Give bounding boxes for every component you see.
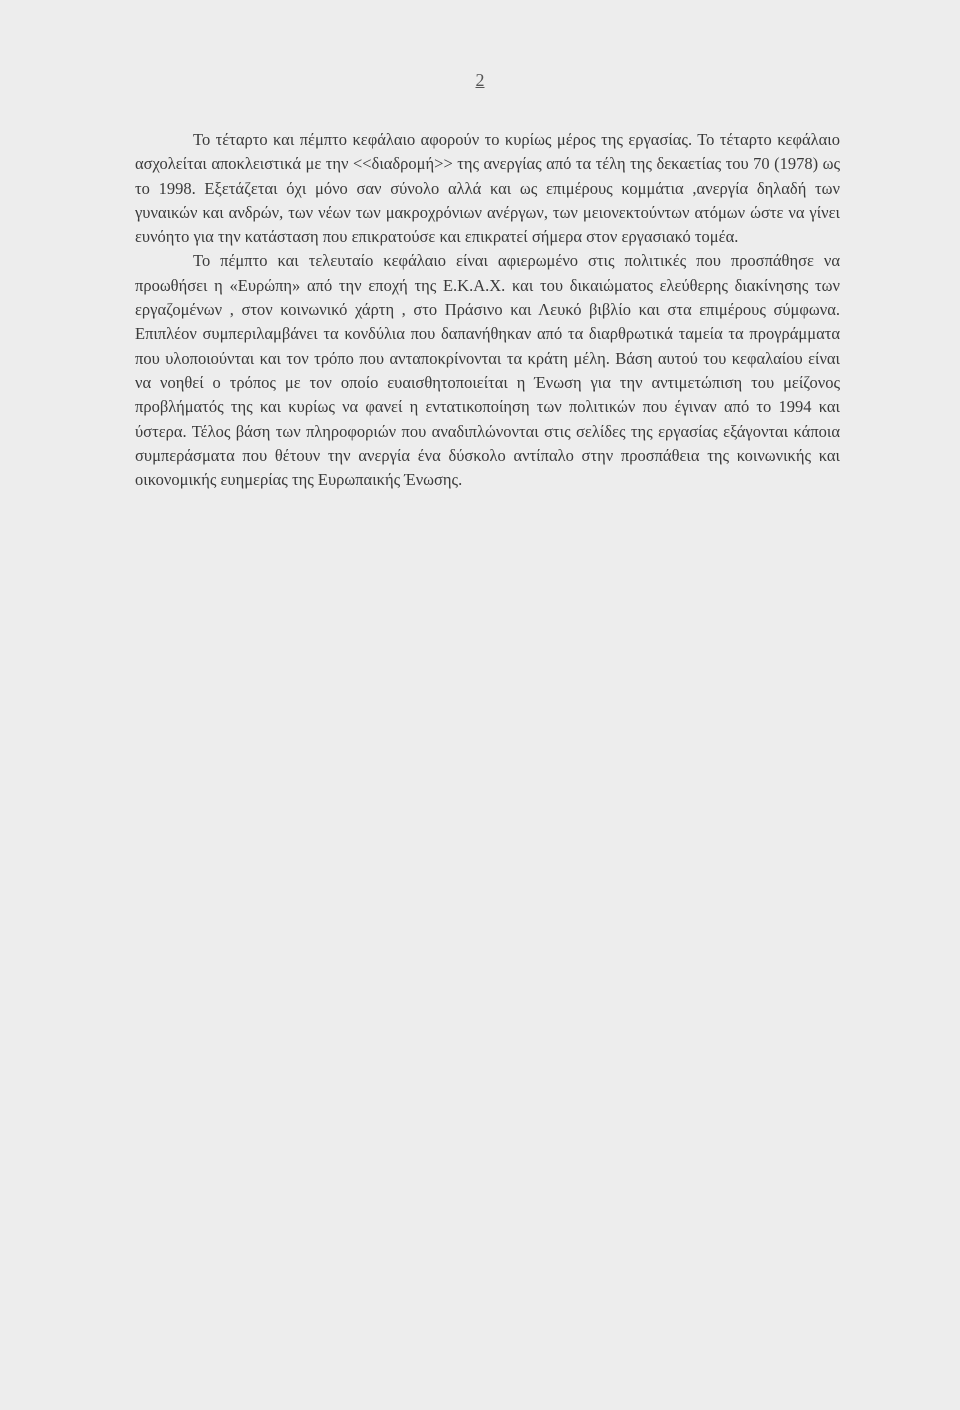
page-number: 2 xyxy=(475,70,485,90)
paragraph-chapter-five: Το πέμπτο και τελευταίο κεφάλαιο είναι αφιερωμένο στις πολιτικές που προσπάθησε να προωθήσει η «Ευρώπη» από την εποχή της Ε.Κ.Α.Χ. και του δικαιώματος ελεύθερης διακίνησης των εργαζομένων , στον κοινωνικό χάρτη , στο Πράσινο και Λευκό βιβλίο και στα επιμέρους σύμφωνα. Επιπλέον συμπεριλαμβάνει τα κονδύλια που δαπανήθηκαν από τα διαρθρωτικά ταμεία τα προγράμματα που υλοποιούνται και τον τρόπο που ανταποκρίνονται τα κράτη μέλη. Βάση αυτού του κεφαλαίου είναι να νοηθεί ο τρόπος με τον οποίο ευαισθητοποιείται η Ένωση για την αντιμετώπιση του μείζονος προβλήματός της και κυρίως να φανεί η εντατικοποίηση των πολιτικών που έγιναν από το 1994 και ύστερα. Τέλος βάση των πληροφοριών που αναδιπλώνονται στις σελίδες της εργασίας εξάγονται κάποια συμπεράσματα που θέτουν την ανεργία ένα δύσκολο αντίπαλο στην προσπάθεια της κοινωνικής και οικονομικής ευημερίας της Ευρωπαικής Ένωσης. xyxy=(135,251,840,490)
paragraph-chapter-four: Το τέταρτο και πέμπτο κεφάλαιο αφορούν το κυρίως μέρος της εργασίας. Το τέταρτο κεφάλαιο ασχολείται αποκλειστικά με την <<διαδρομή>> της ανεργίας από τα τέλη της δεκαετίας του 70 (1978) ως το 1998. Εξετάζεται όχι μόνο σαν σύνολο αλλά και ως επιμέρους κομμάτια ,ανεργία δηλαδή των γυναικών και ανδρών, των νέων των μακροχρόνιων ανέργων, των μειονεκτούντων ατόμων ώστε να γίνει ευνόητο για την κατάσταση που επικρατούσε και επικρατεί σήμερα στον εργασιακό τομέα. xyxy=(135,130,840,247)
body-text xyxy=(135,128,840,492)
